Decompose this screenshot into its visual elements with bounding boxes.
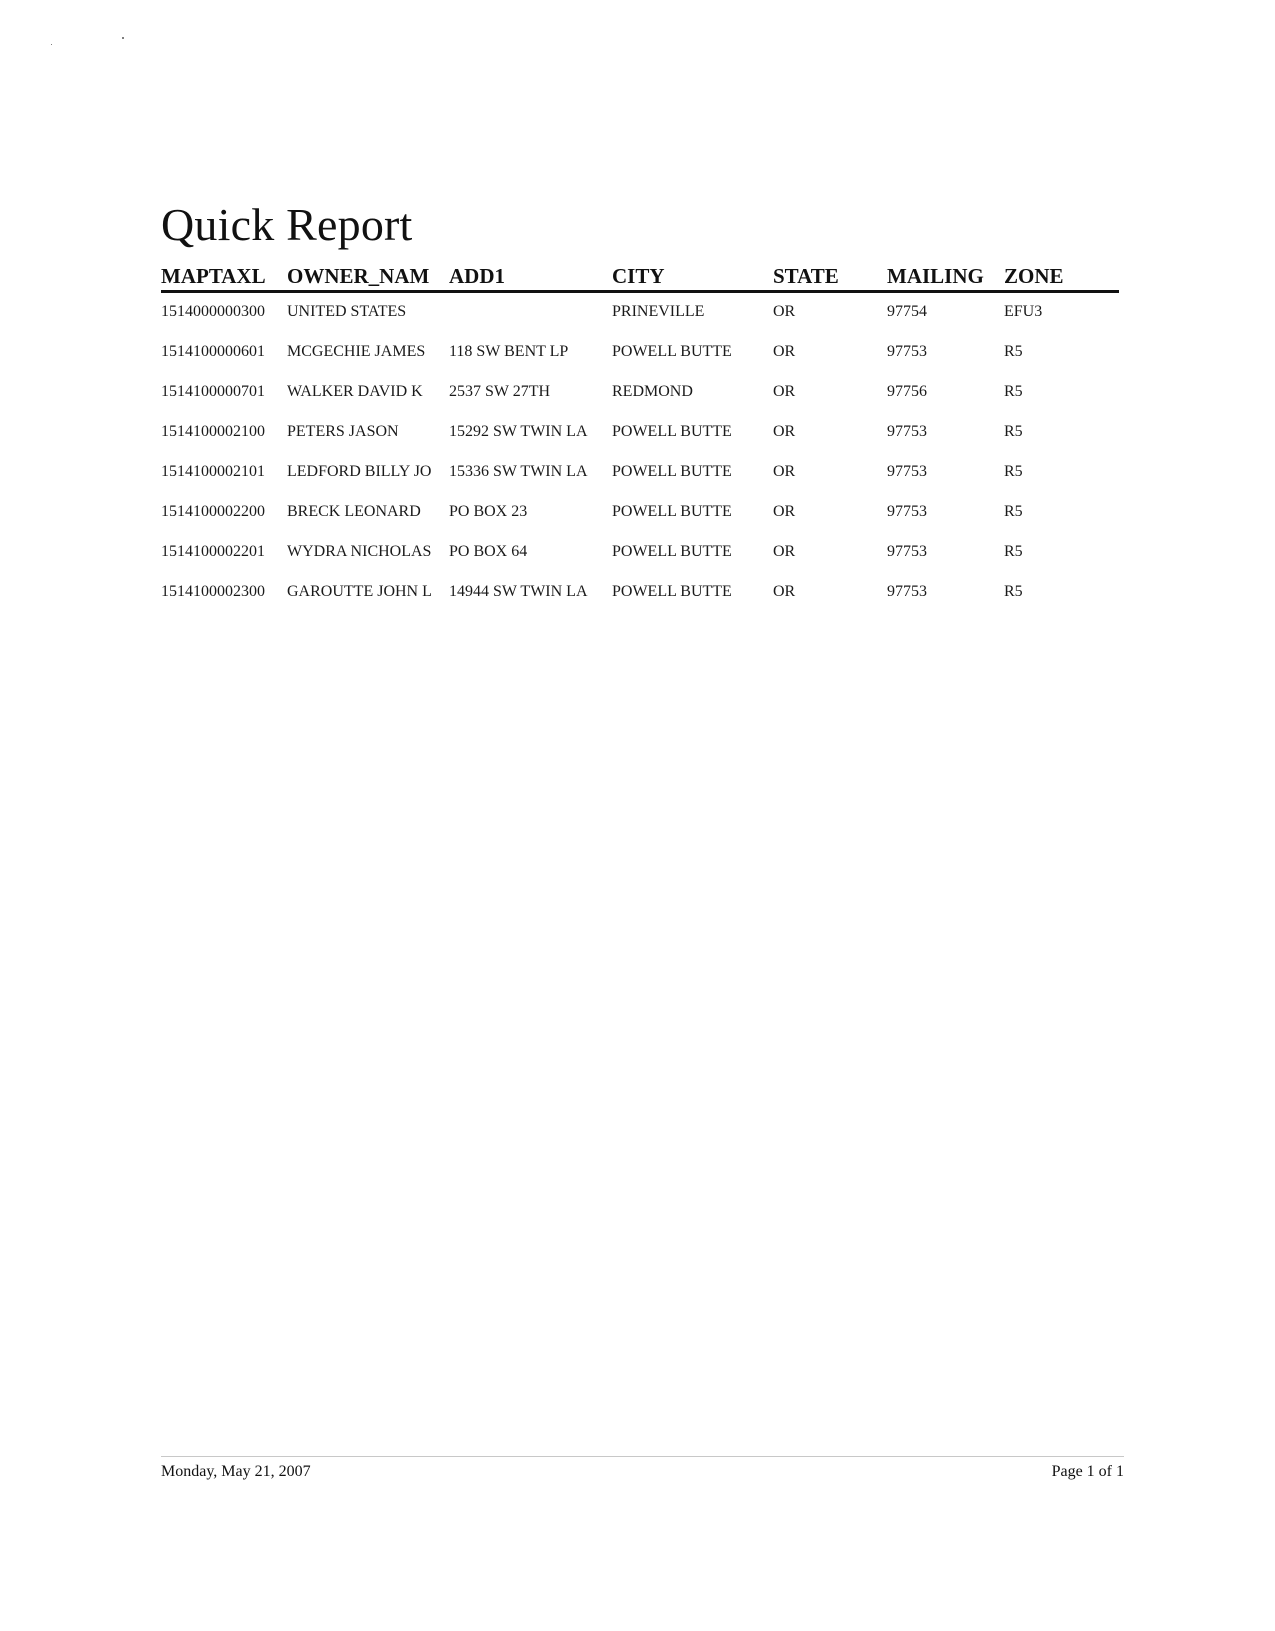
header-owner-name: OWNER_NAM bbox=[287, 264, 430, 288]
cell-zone: R5 bbox=[1004, 423, 1023, 440]
cell-owner-name: WYDRA NICHOLAS bbox=[287, 543, 432, 560]
footer-date: Monday, May 21, 2007 bbox=[161, 1463, 311, 1480]
report-table bbox=[161, 262, 1119, 613]
cell-address: PO BOX 23 bbox=[449, 503, 528, 520]
cell-mailing: 97756 bbox=[887, 383, 927, 400]
cell-maptaxl: 1514100000601 bbox=[161, 343, 265, 360]
cell-state: OR bbox=[773, 583, 796, 600]
cell-state: OR bbox=[773, 343, 796, 360]
cell-city: PRINEVILLE bbox=[612, 303, 705, 320]
cell-maptaxl: 1514000000300 bbox=[161, 303, 265, 320]
cell-zone: R5 bbox=[1004, 463, 1023, 480]
cell-address: 14944 SW TWIN LA bbox=[449, 583, 588, 600]
page-number: Page 1 of 1 bbox=[1051, 1463, 1124, 1480]
cell-zone: R5 bbox=[1004, 503, 1023, 520]
header-zone: ZONE bbox=[1004, 264, 1064, 288]
cell-maptaxl: 1514100002101 bbox=[161, 463, 265, 480]
cell-city: REDMOND bbox=[612, 383, 693, 400]
cell-maptaxl: 1514100002300 bbox=[161, 583, 265, 600]
cell-address: 118 SW BENT LP bbox=[449, 343, 569, 360]
cell-city: POWELL BUTTE bbox=[612, 423, 732, 440]
cell-maptaxl: 1514100002100 bbox=[161, 423, 265, 440]
page-title: Quick Report bbox=[161, 198, 413, 250]
cell-owner-name: BRECK LEONARD bbox=[287, 503, 421, 520]
cell-owner-name: MCGECHIE JAMES bbox=[287, 343, 426, 360]
cell-city: POWELL BUTTE bbox=[612, 503, 732, 520]
cell-address: 2537 SW 27TH bbox=[449, 383, 551, 400]
cell-city: POWELL BUTTE bbox=[612, 343, 732, 360]
table-row bbox=[161, 413, 1119, 453]
cell-address: 15292 SW TWIN LA bbox=[449, 423, 588, 440]
cell-mailing: 97753 bbox=[887, 543, 927, 560]
cell-city: POWELL BUTTE bbox=[612, 543, 732, 560]
cell-mailing: 97754 bbox=[887, 303, 927, 320]
cell-mailing: 97753 bbox=[887, 503, 927, 520]
cell-mailing: 97753 bbox=[887, 423, 927, 440]
scan-specks bbox=[0, 0, 200, 60]
table-row bbox=[161, 493, 1119, 533]
cell-city: POWELL BUTTE bbox=[612, 463, 732, 480]
cell-zone: R5 bbox=[1004, 583, 1023, 600]
cell-maptaxl: 1514100002200 bbox=[161, 503, 265, 520]
cell-mailing: 97753 bbox=[887, 463, 927, 480]
header-address: ADD1 bbox=[449, 264, 505, 288]
cell-state: OR bbox=[773, 463, 796, 480]
header-maptaxl: MAPTAXL bbox=[161, 264, 266, 288]
footer-divider bbox=[161, 1456, 1124, 1457]
table-header bbox=[161, 262, 1119, 293]
cell-state: OR bbox=[773, 383, 796, 400]
cell-owner-name: LEDFORD BILLY JO bbox=[287, 463, 432, 480]
cell-owner-name: WALKER DAVID K bbox=[287, 383, 423, 400]
cell-maptaxl: 1514100000701 bbox=[161, 383, 265, 400]
table-row bbox=[161, 453, 1119, 493]
cell-owner-name: PETERS JASON bbox=[287, 423, 399, 440]
cell-maptaxl: 1514100002201 bbox=[161, 543, 265, 560]
cell-city: POWELL BUTTE bbox=[612, 583, 732, 600]
cell-owner-name: UNITED STATES bbox=[287, 303, 407, 320]
cell-mailing: 97753 bbox=[887, 583, 927, 600]
cell-zone: R5 bbox=[1004, 383, 1023, 400]
cell-owner-name: GAROUTTE JOHN L bbox=[287, 583, 432, 600]
table-row bbox=[161, 333, 1119, 373]
table-row bbox=[161, 293, 1119, 333]
cell-address: PO BOX 64 bbox=[449, 543, 528, 560]
cell-state: OR bbox=[773, 543, 796, 560]
cell-state: OR bbox=[773, 303, 796, 320]
table-row bbox=[161, 533, 1119, 573]
cell-state: OR bbox=[773, 503, 796, 520]
header-mailing: MAILING bbox=[887, 264, 984, 288]
cell-zone: EFU3 bbox=[1004, 303, 1043, 320]
cell-zone: R5 bbox=[1004, 543, 1023, 560]
header-city: CITY bbox=[612, 264, 665, 288]
speck bbox=[51, 44, 52, 45]
cell-state: OR bbox=[773, 423, 796, 440]
cell-zone: R5 bbox=[1004, 343, 1023, 360]
cell-mailing: 97753 bbox=[887, 343, 927, 360]
table-row bbox=[161, 373, 1119, 413]
header-state: STATE bbox=[773, 264, 839, 288]
speck bbox=[122, 37, 124, 39]
cell-address: 15336 SW TWIN LA bbox=[449, 463, 588, 480]
table-row bbox=[161, 573, 1119, 613]
